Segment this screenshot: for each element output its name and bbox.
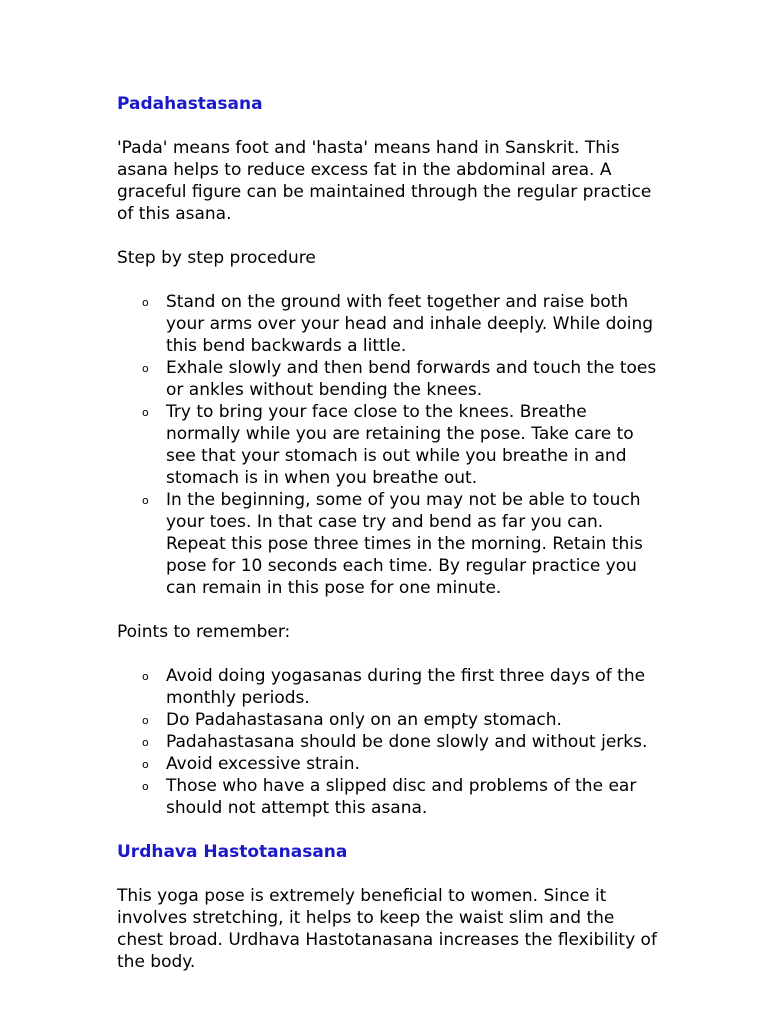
bullet-icon: o	[142, 758, 149, 771]
bullet-icon: o	[142, 736, 149, 749]
point-text: Avoid doing yogasanas during the first three days of the monthly periods.	[166, 666, 646, 708]
list-item	[117, 731, 657, 753]
points-list	[117, 665, 657, 819]
bullet-icon: o	[142, 406, 149, 419]
procedure-list	[117, 291, 657, 599]
intro-paragraph: 'Pada' means foot and 'hasta' means hand in Sanskrit. This asana helps to reduce excess fat in the abdominal area. A graceful figure can be maintained through the regular practice of this asana.	[117, 138, 652, 224]
list-item	[117, 753, 657, 775]
list-item	[117, 401, 657, 489]
bullet-icon: o	[142, 494, 149, 507]
list-item	[117, 291, 657, 357]
bullet-icon: o	[142, 362, 149, 375]
urdhava-intro-paragraph: This yoga pose is extremely beneficial to women. Since it involves stretching, it helps to keep the waist slim and the chest broad. Urdhava Hastotanasana increases the flexibility of the body.	[117, 886, 657, 972]
procedure-step-text: In the beginning, some of you may not be able to touch your toes. In that case try and bend as far you can. Repeat this pose three times in the morning. Retain this pose for 10 seconds each time. By regular practice you can remain in this pose for one minute.	[166, 490, 643, 598]
section-heading-urdhava-hastotanasana: Urdhava Hastotanasana	[117, 842, 348, 862]
list-item	[117, 489, 657, 599]
point-text: Do Padahastasana only on an empty stomach.	[166, 710, 562, 730]
procedure-step-text: Exhale slowly and then bend forwards and touch the toes or ankles without bending the knees.	[166, 358, 657, 400]
list-item	[117, 775, 657, 819]
bullet-icon: o	[142, 670, 149, 683]
bullet-icon: o	[142, 780, 149, 793]
point-text: Padahastasana should be done slowly and without jerks.	[166, 732, 648, 752]
procedure-label: Step by step procedure	[117, 248, 316, 268]
list-item	[117, 357, 657, 401]
point-text: Avoid excessive strain.	[166, 754, 360, 774]
point-text: Those who have a slipped disc and problems of the ear should not attempt this asana.	[166, 776, 637, 818]
document-page	[117, 93, 657, 973]
section-heading-padahastasana: Padahastasana	[117, 94, 263, 114]
procedure-step-text: Stand on the ground with feet together and raise both your arms over your head and inhale deeply. While doing this bend backwards a little.	[166, 292, 654, 356]
procedure-step-text: Try to bring your face close to the knees. Breathe normally while you are retaining the pose. Take care to see that your stomach is out while you breathe in and stomach is in when you breathe out.	[166, 402, 634, 488]
list-item	[117, 709, 657, 731]
list-item	[117, 665, 657, 709]
points-label: Points to remember:	[117, 622, 291, 642]
bullet-icon: o	[142, 714, 149, 727]
bullet-icon: o	[142, 296, 149, 309]
